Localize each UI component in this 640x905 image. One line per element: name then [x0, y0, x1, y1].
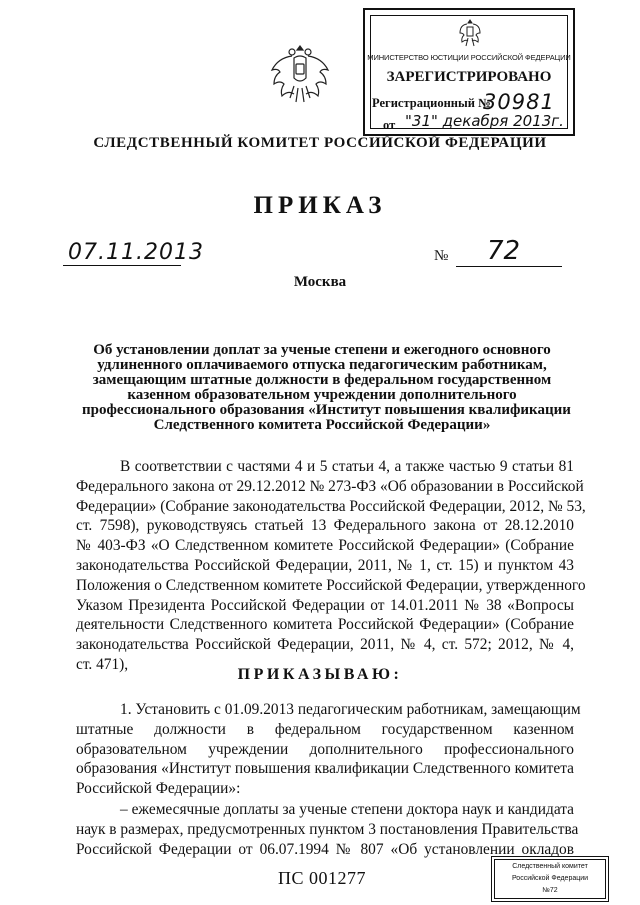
stamp-date-label: от	[383, 118, 396, 132]
stamp-registered-label: ЗАРЕГИСТРИРОВАНО	[386, 69, 552, 85]
organization-name: СЛЕДСТВЕННЫЙ КОМИТЕТ РОССИЙСКОЙ ФЕДЕРАЦИИ	[93, 135, 547, 151]
item-1-line: 1. Установить с 01.09.2013 педагогическим работникам, замещающим	[120, 701, 581, 718]
subject-line: замещающим штатные должности в федеральном государственном	[92, 372, 552, 388]
order-subject	[82, 342, 571, 433]
stamp-registration-number: 30981	[483, 90, 555, 114]
subject-line: казенном образовательном учреждении дополнительного	[127, 387, 517, 403]
preamble-line: Федерального закона от 29.12.2012 № 273-ФЗ «Об образовании в Российской	[76, 477, 584, 495]
stamp-emblem-icon	[459, 18, 481, 48]
subitem-line: наук в размерах, предусмотренных пунктом 3 постановления Правительства	[76, 820, 579, 838]
item-1-line: Российской Федерации»:	[76, 780, 241, 798]
registration-stamp	[363, 8, 575, 136]
order-date: 07.11.2013	[68, 240, 204, 265]
footer-form-code: ПС 001277	[278, 868, 367, 888]
state-emblem-icon	[268, 40, 332, 110]
preamble-line: законодательства Российской Федерации, 2011, № 1, ст. 15) и пунктом 43	[76, 556, 574, 574]
order-number-label: №	[434, 248, 449, 264]
preamble-line: В соответствии с частями 4 и 5 статьи 4, а также частью 9 статьи 81	[120, 458, 574, 475]
date-underline	[63, 265, 181, 266]
subject-line: профессионального образования «Институт повышения квалификации	[82, 402, 571, 418]
subitem-line: Российской Федерации от 06.07.1994 № 807 «Об установлении окладов	[76, 840, 574, 858]
preamble-line: ст. 471),	[76, 655, 129, 673]
preamble-line: Положения о Следственном комитете Российской Федерации, утвержденного	[76, 576, 586, 594]
subject-line: Следственного комитета Российской Федерации»	[153, 417, 491, 433]
preamble-paragraph	[76, 457, 586, 675]
preamble-line: Федерации» (Собрание законодательства Российской Федерации, 2012, № 53,	[76, 497, 586, 515]
number-underline	[456, 266, 562, 267]
item-1-paragraph	[76, 700, 581, 799]
subitem-paragraph	[76, 800, 579, 859]
stamp-ministry-name: МИНИСТЕРСТВО ЮСТИЦИИ РОССИЙСКОЙ ФЕДЕРАЦИИ	[367, 53, 571, 62]
item-1-line: образовательном учреждении дополнительного профессионального	[76, 740, 574, 758]
command-heading: ПРИКАЗЫВАЮ:	[237, 666, 403, 683]
preamble-line: законодательства Российской Федерации, 2011, № 4, ст. 572; 2012, № 4,	[76, 636, 574, 654]
preamble-line: № 403-ФЗ «О Следственном комитете Российской Федерации» (Собрание	[76, 537, 574, 555]
footer-stamp-line: Российской Федерации	[511, 875, 589, 882]
subject-line: Об установлении доплат за ученые степени и ежегодного основного	[93, 342, 551, 358]
stamp-number-label: Регистрационный №	[372, 96, 491, 110]
subitem-line: – ежемесячные доплаты за ученые степени доктора наук и кандидата	[120, 801, 574, 818]
footer-stamp-line: Следственный комитет	[512, 863, 588, 870]
preamble-line: Указом Президента Российской Федерации от 14.01.2011 № 38 «Вопросы	[76, 596, 574, 614]
subject-line: удлиненного оплачиваемого отпуска педагогическим работникам,	[97, 357, 547, 373]
order-number: 72	[487, 236, 521, 266]
stamp-registration-date: "31" декабря 2013г.	[405, 112, 564, 130]
item-1-line: образования «Институт повышения квалификации Следственного комитета	[76, 760, 574, 778]
preamble-line: ст. 7598), руководствуясь статьей 13 Федерального закона от 28.12.2010	[76, 517, 574, 535]
city-name: Москва	[293, 274, 347, 290]
document-type-title: ПРИКАЗ	[253, 192, 387, 219]
preamble-line: деятельности Следственного комитета Российской Федерации» (Собрание	[76, 616, 574, 634]
footer-stamp-line: №72	[542, 887, 558, 894]
item-1-line: штатные должности в федеральном государственном казенном	[76, 720, 574, 738]
footer-stamp	[491, 856, 609, 902]
